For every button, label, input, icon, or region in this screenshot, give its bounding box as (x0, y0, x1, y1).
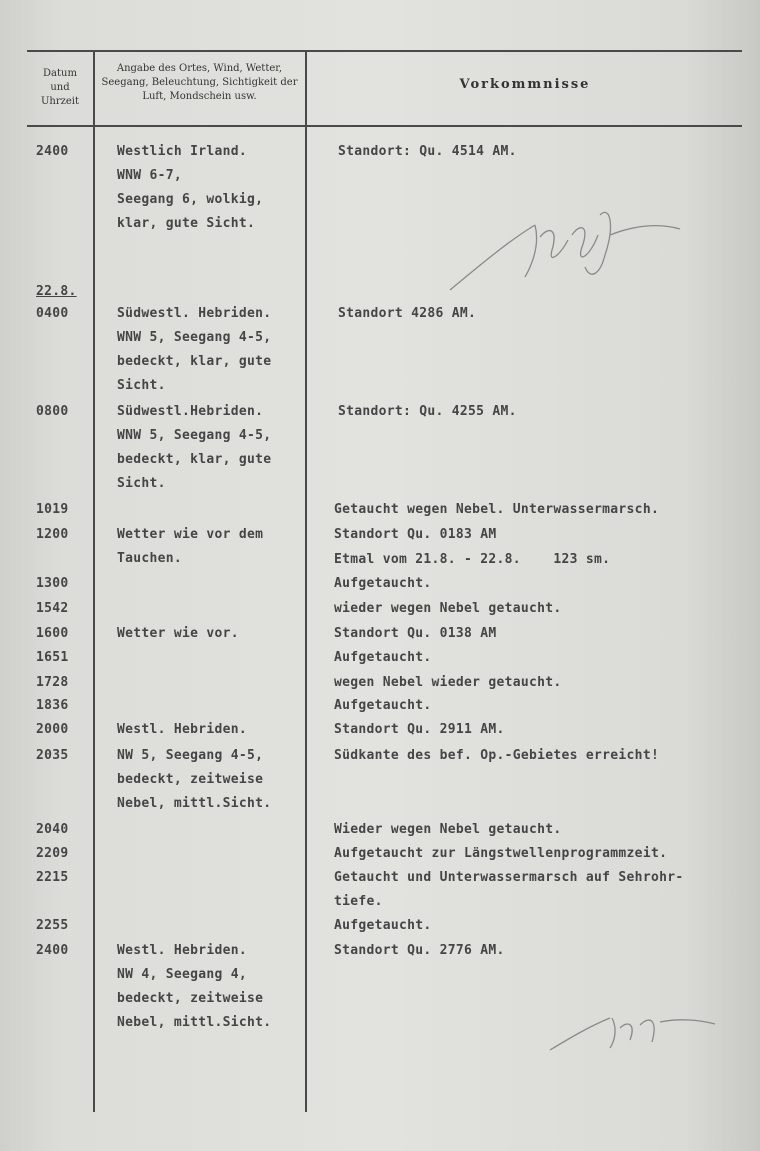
time-cell: 1836 (36, 698, 69, 713)
column-divider-2 (305, 50, 307, 1112)
time-cell: 1600 (36, 626, 69, 641)
time-cell: 2000 (36, 722, 69, 737)
top-rule (27, 50, 742, 52)
signature-mark (440, 195, 690, 305)
event-cell: Aufgetaucht. (334, 918, 432, 933)
header-events: Vorkommnisse (459, 77, 591, 92)
header-date-time: Datum und Uhrzeit (40, 68, 80, 107)
time-cell: 1300 (36, 576, 69, 591)
event-cell: Aufgetaucht. (334, 698, 432, 713)
event-cell: Wieder wegen Nebel getaucht. (334, 822, 562, 837)
event-cell: Standort Qu. 0183 AM (334, 527, 497, 542)
time-cell: 2035 (36, 748, 69, 763)
event-cell: wieder wegen Nebel getaucht. (334, 601, 562, 616)
header-location-weather: Angabe des Ortes, Wind, Wetter, Seegang, Beleuchtung, Sichtigkeit der Luft, Mondschein usw. (101, 63, 298, 102)
time-cell: 2040 (36, 822, 69, 837)
time-cell: 1651 (36, 650, 69, 665)
column-divider-1 (93, 50, 95, 1112)
time-cell: 1019 (36, 502, 69, 517)
time-cell: 2255 (36, 918, 69, 933)
header-bottom-rule (27, 125, 742, 127)
event-cell: Aufgetaucht. (334, 650, 432, 665)
time-cell: 2400 (36, 144, 69, 159)
time-cell: 2209 (36, 846, 69, 861)
event-cell: Getaucht wegen Nebel. Unterwassermarsch. (334, 502, 660, 517)
event-cell: Standort Qu. 2776 AM. (334, 943, 505, 958)
time-cell: 0800 (36, 404, 69, 419)
event-cell: Standort: Qu. 4514 AM. (338, 144, 517, 159)
event-cell: Getaucht und Unterwassermarsch auf Sehrohr- tiefe. (334, 870, 684, 909)
location-weather-cell: Westl. Hebriden. NW 4, Seegang 4, bedeckt, zeitweise Nebel, mittl.Sicht. (117, 943, 272, 1030)
event-cell: Südkante des bef. Op.-Gebietes erreicht! (334, 748, 660, 763)
date-marker: 22.8. (36, 284, 77, 299)
event-cell: Aufgetaucht zur Längstwellenprogrammzeit. (334, 846, 668, 861)
time-cell: 2400 (36, 943, 69, 958)
location-weather-cell: Westlich Irland. WNW 6-7, Seegang 6, wolkig, klar, gute Sicht. (117, 144, 264, 231)
time-cell: 0400 (36, 306, 69, 321)
location-weather-cell: Wetter wie vor. (117, 626, 239, 641)
event-cell: wegen Nebel wieder getaucht. (334, 675, 562, 690)
event-cell: Standort 4286 AM. (338, 306, 477, 321)
location-weather-cell: Südwestl. Hebriden. WNW 5, Seegang 4-5, bedeckt, klar, gute Sicht. (117, 306, 272, 393)
time-cell: 1542 (36, 601, 69, 616)
event-cell: Standort: Qu. 4255 AM. (338, 404, 517, 419)
location-weather-cell: NW 5, Seegang 4-5, bedeckt, zeitweise Nebel, mittl.Sicht. (117, 748, 272, 811)
location-weather-cell: Südwestl.Hebriden. WNW 5, Seegang 4-5, bedeckt, klar, gute Sicht. (117, 404, 272, 491)
time-cell: 1728 (36, 675, 69, 690)
event-cell: Standort Qu. 2911 AM. (334, 722, 505, 737)
event-cell: Etmal vom 21.8. - 22.8. 123 sm. (334, 552, 611, 567)
signature-mark (540, 1000, 720, 1060)
location-weather-cell: Westl. Hebriden. (117, 722, 248, 737)
location-weather-cell: Wetter wie vor dem Tauchen. (117, 527, 264, 566)
time-cell: 1200 (36, 527, 69, 542)
time-cell: 2215 (36, 870, 69, 885)
event-cell: Aufgetaucht. (334, 576, 432, 591)
event-cell: Standort Qu. 0138 AM (334, 626, 497, 641)
